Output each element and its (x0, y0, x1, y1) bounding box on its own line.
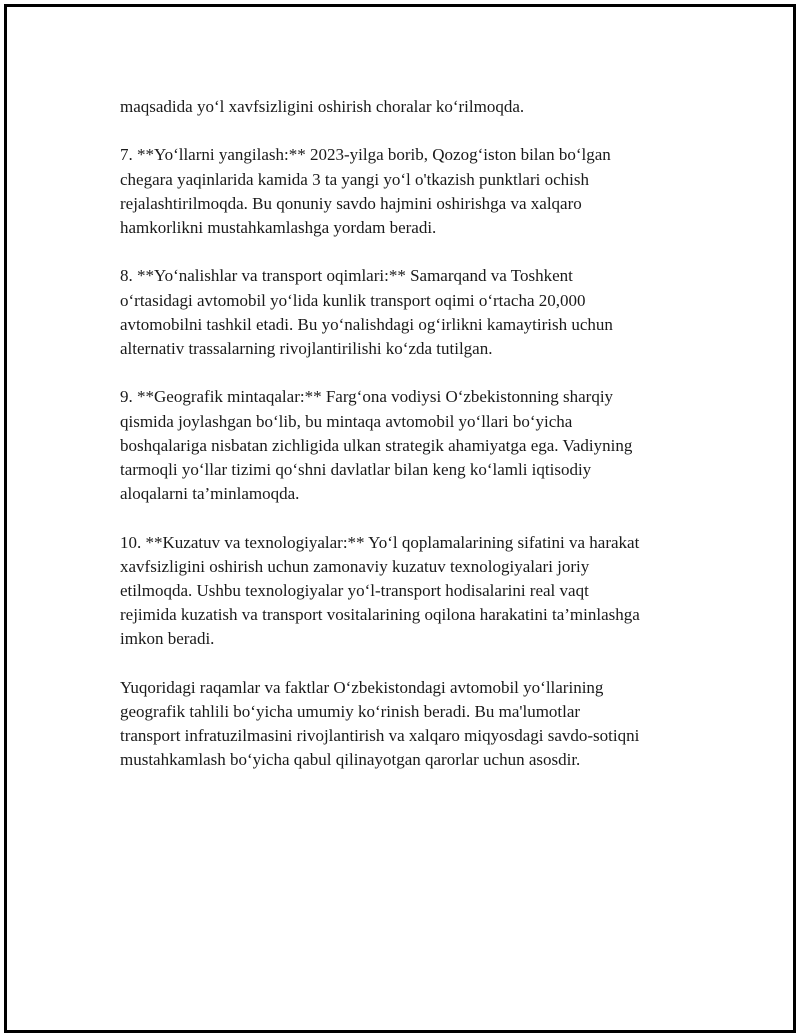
paragraph-item-7: 7. **Yo‘llarni yangilash:** 2023-yilga borib, Qozog‘iston bilan bo‘lgan chegara yaqinlarida kamida 3 ta yangi yo‘l o'tkazish punktlari ochish rejalashtirilmoqda. Bu qonuniy savdo hajmini oshirishga va xalqaro hamkorlikni mustahkamlashga yordam beradi. (120, 145, 611, 237)
paragraph-item-9: 9. **Geografik mintaqalar:** Farg‘ona vodiysi O‘zbekistonning sharqiy qismida joylashgan bo‘lib, bu mintaqa avtomobil yo‘llari bo‘yicha boshqalariga nisbatan zichligida ulkan strategik ahamiyatga ega. Vadiyning tarmoqli yo‘llar tizimi qo‘shni davlatlar bilan keng ko‘lamli iqtisodiy aloqalarni ta’minlamoqda. (120, 387, 633, 504)
paragraph-intro-fragment: maqsadida yo‘l xavfsizligini oshirish choralar ko‘rilmoqda. (120, 97, 525, 116)
paragraph-item-10: 10. **Kuzatuv va texnologiyalar:** Yo‘l qoplamalarining sifatini va harakat xavfsizligini oshirish uchun zamonaviy kuzatuv texnologiyalari joriy etilmoqda. Ushbu texnologiyalar yo‘l-transport hodisalarini real vaqt rejimida kuzatish va transport vositalarining oqilona harakatini ta’minlashga imkon beradi. (120, 532, 640, 649)
document-body (120, 95, 695, 797)
paragraph-item-8: 8. **Yo‘nalishlar va transport oqimlari:** Samarqand va Toshkent o‘rtasidagi avtomobil yo‘lida kunlik transport oqimi o‘rtacha 20,000 avtomobilni tashkil etadi. Bu yo‘nalishdagi og‘irlikni kamaytirish uchun alternativ trassalarning rivojlantirilishi ko‘zda tutilgan. (120, 266, 613, 358)
paragraph-conclusion: Yuqoridagi raqamlar va faktlar O‘zbekistondagi avtomobil yo‘llarining geografik tahlili bo‘yicha umumiy ko‘rinish beradi. Bu ma'lumotlar transport infratuzilmasini rivojlantirish va xalqaro miqyosdagi savdo-sotiqni mustahkamlash bo‘yicha qabul qilinayotgan qarorlar uchun asosdir. (120, 677, 640, 770)
page-frame (4, 4, 796, 1033)
